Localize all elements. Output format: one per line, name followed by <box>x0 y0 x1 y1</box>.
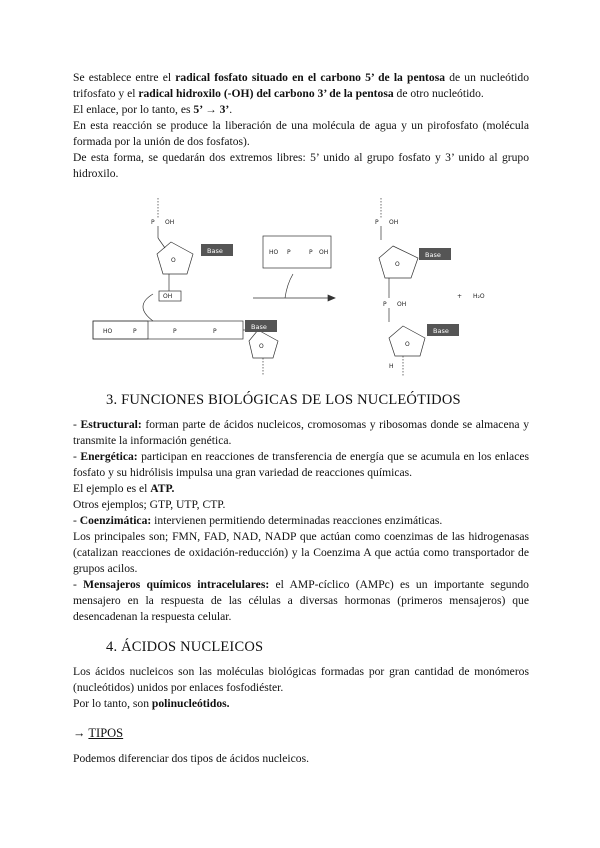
text-run: . <box>229 103 233 116</box>
section-4-heading: 4. ÁCIDOS NUCLEICOS <box>106 639 264 655</box>
atom-label: O <box>171 257 176 264</box>
document-page <box>73 70 529 767</box>
section-3-heading: 3. FUNCIONES BIOLÓGICAS DE LOS NUCLEÓTIDOS <box>106 392 461 408</box>
atom-label: OH <box>389 219 399 226</box>
bold-run: ATP. <box>150 482 175 495</box>
atom-label: O <box>395 261 400 268</box>
atom-label: P <box>213 328 217 335</box>
reaction-diagram <box>73 196 529 378</box>
atom-label: O <box>405 341 410 348</box>
text-run: intervienen permitiendo determinadas reacciones enzimáticas. <box>151 514 443 527</box>
phosphodiester-reaction-figure <box>73 196 529 378</box>
atom-label: O <box>259 343 264 350</box>
funcion-energetica: - Energética: participan en reacciones de transferencia de energía que se acumula en los enlaces fosfato y su hidrólisis impulsa una gran variedad de reacciones químicas. <box>73 450 529 479</box>
intro-paragraph-4: De esta forma, se quedarán dos extremos libres: 5’ unido al grupo fosfato y 3’ unido al grupo hidroxilo. <box>73 151 529 180</box>
atom-label: H <box>389 363 394 370</box>
intro-paragraph-3: En esta reacción se produce la liberación de una molécula de agua y un pirofosfato (molécula formada por la unión de dos fosfatos). <box>73 119 529 148</box>
polinucleotidos <box>73 696 529 712</box>
atom-label: HO <box>269 249 279 256</box>
bold-run: 5’ → 3’ <box>193 103 230 116</box>
otros-ejemplos: Otros ejemplos; GTP, UTP, CTP. <box>73 498 226 511</box>
tipos-label: TIPOS <box>88 726 124 740</box>
text-run: forman parte de ácidos nucleicos, cromosomas y ribosomas donde se almacena y transmite la información genética. <box>73 418 529 447</box>
atom-label: P <box>383 301 387 308</box>
plus-sign: + <box>457 293 463 300</box>
atom-label: OH <box>165 219 175 226</box>
intro-paragraph-1 <box>73 70 529 102</box>
text-run: El ejemplo es el <box>73 482 151 495</box>
base-label: Base <box>207 247 223 255</box>
atom-label: P <box>173 328 177 335</box>
text-run: de un nucleótido trifosfato y el <box>73 71 529 100</box>
atom-label: P <box>151 219 155 226</box>
intro-paragraph-2 <box>73 102 529 118</box>
atom-label: OH <box>163 293 173 300</box>
atom-label: P <box>287 249 291 256</box>
base-label: Base <box>251 323 267 331</box>
coenzimas-principales: Los principales son; FMN, FAD, NAD, NADP que actúan como coenzimas de las hidrogenasas (catalizan reacciones de oxidación-reducción) y la Coenzima A que actúa como transportador de grupos acilos. <box>73 530 529 575</box>
atom-label: P <box>375 219 379 226</box>
text-run: Por lo tanto, son <box>73 697 152 710</box>
atom-label: P <box>133 328 137 335</box>
water-label: H₂O <box>473 293 485 300</box>
funcion-mensajeros: - Mensajeros químicos intracelulares: el AMP-cíclico (AMPc) es un importante segundo mensajero en la respuesta de las células a diversas hormonas (primeros mensajeros) que desencadenan la respuesta celular. <box>73 578 529 623</box>
bold-run: Mensajeros químicos intracelulares: <box>83 578 270 591</box>
tipos-paragraph: Podemos diferenciar dos tipos de ácidos nucleicos. <box>73 752 310 765</box>
text-run: El enlace, por lo tanto, es <box>73 103 194 116</box>
arrow-icon: → <box>73 726 89 740</box>
text-run: participan en reacciones de transferencia de energía que se acumula en los enlaces fosfato y su hidrólisis impulsa una gran variedad de reacciones químicas. <box>73 450 529 479</box>
ejemplo-atp <box>73 481 529 497</box>
text-run: Se establece entre el <box>73 71 176 84</box>
bold-run: Estructural: <box>80 418 142 431</box>
bold-run: polinucleótidos. <box>151 697 230 710</box>
base-label: Base <box>433 327 449 335</box>
bold-run: Coenzimática: <box>79 514 152 527</box>
base-label: Base <box>425 251 441 259</box>
atom-label: OH <box>397 301 407 308</box>
atom-label: P <box>309 249 313 256</box>
text-run: el AMP-cíclico (AMPc) es un importante segundo mensajero en la respuesta de las células a diversas hormonas (primeros mensajeros) que desencadenan la respuesta celular. <box>73 578 529 623</box>
atom-label: OH <box>319 249 329 256</box>
tipos-heading <box>73 726 529 741</box>
atom-label: HO <box>103 328 113 335</box>
text-run: de otro nucleótido. <box>393 87 484 100</box>
acidos-nucleicos-definicion: Los ácidos nucleicos son las moléculas biológicas formadas por gran cantidad de monómeros (nucleótidos) unidos por enlaces fosfodiéster. <box>73 665 529 694</box>
funcion-estructural: - Estructural: forman parte de ácidos nucleicos, cromosomas y ribosomas donde se almacena y transmite la información genética. <box>73 418 529 447</box>
funcion-coenzimatica: - Coenzimática: intervienen permitiendo determinadas reacciones enzimáticas. <box>73 514 443 527</box>
bold-run: Energética: <box>80 450 138 463</box>
bold-run: radical fosfato situado en el carbono 5’ de la pentosa <box>175 71 446 84</box>
bold-run: radical hidroxilo (-OH) del carbono 3’ de la pentosa <box>138 87 394 100</box>
